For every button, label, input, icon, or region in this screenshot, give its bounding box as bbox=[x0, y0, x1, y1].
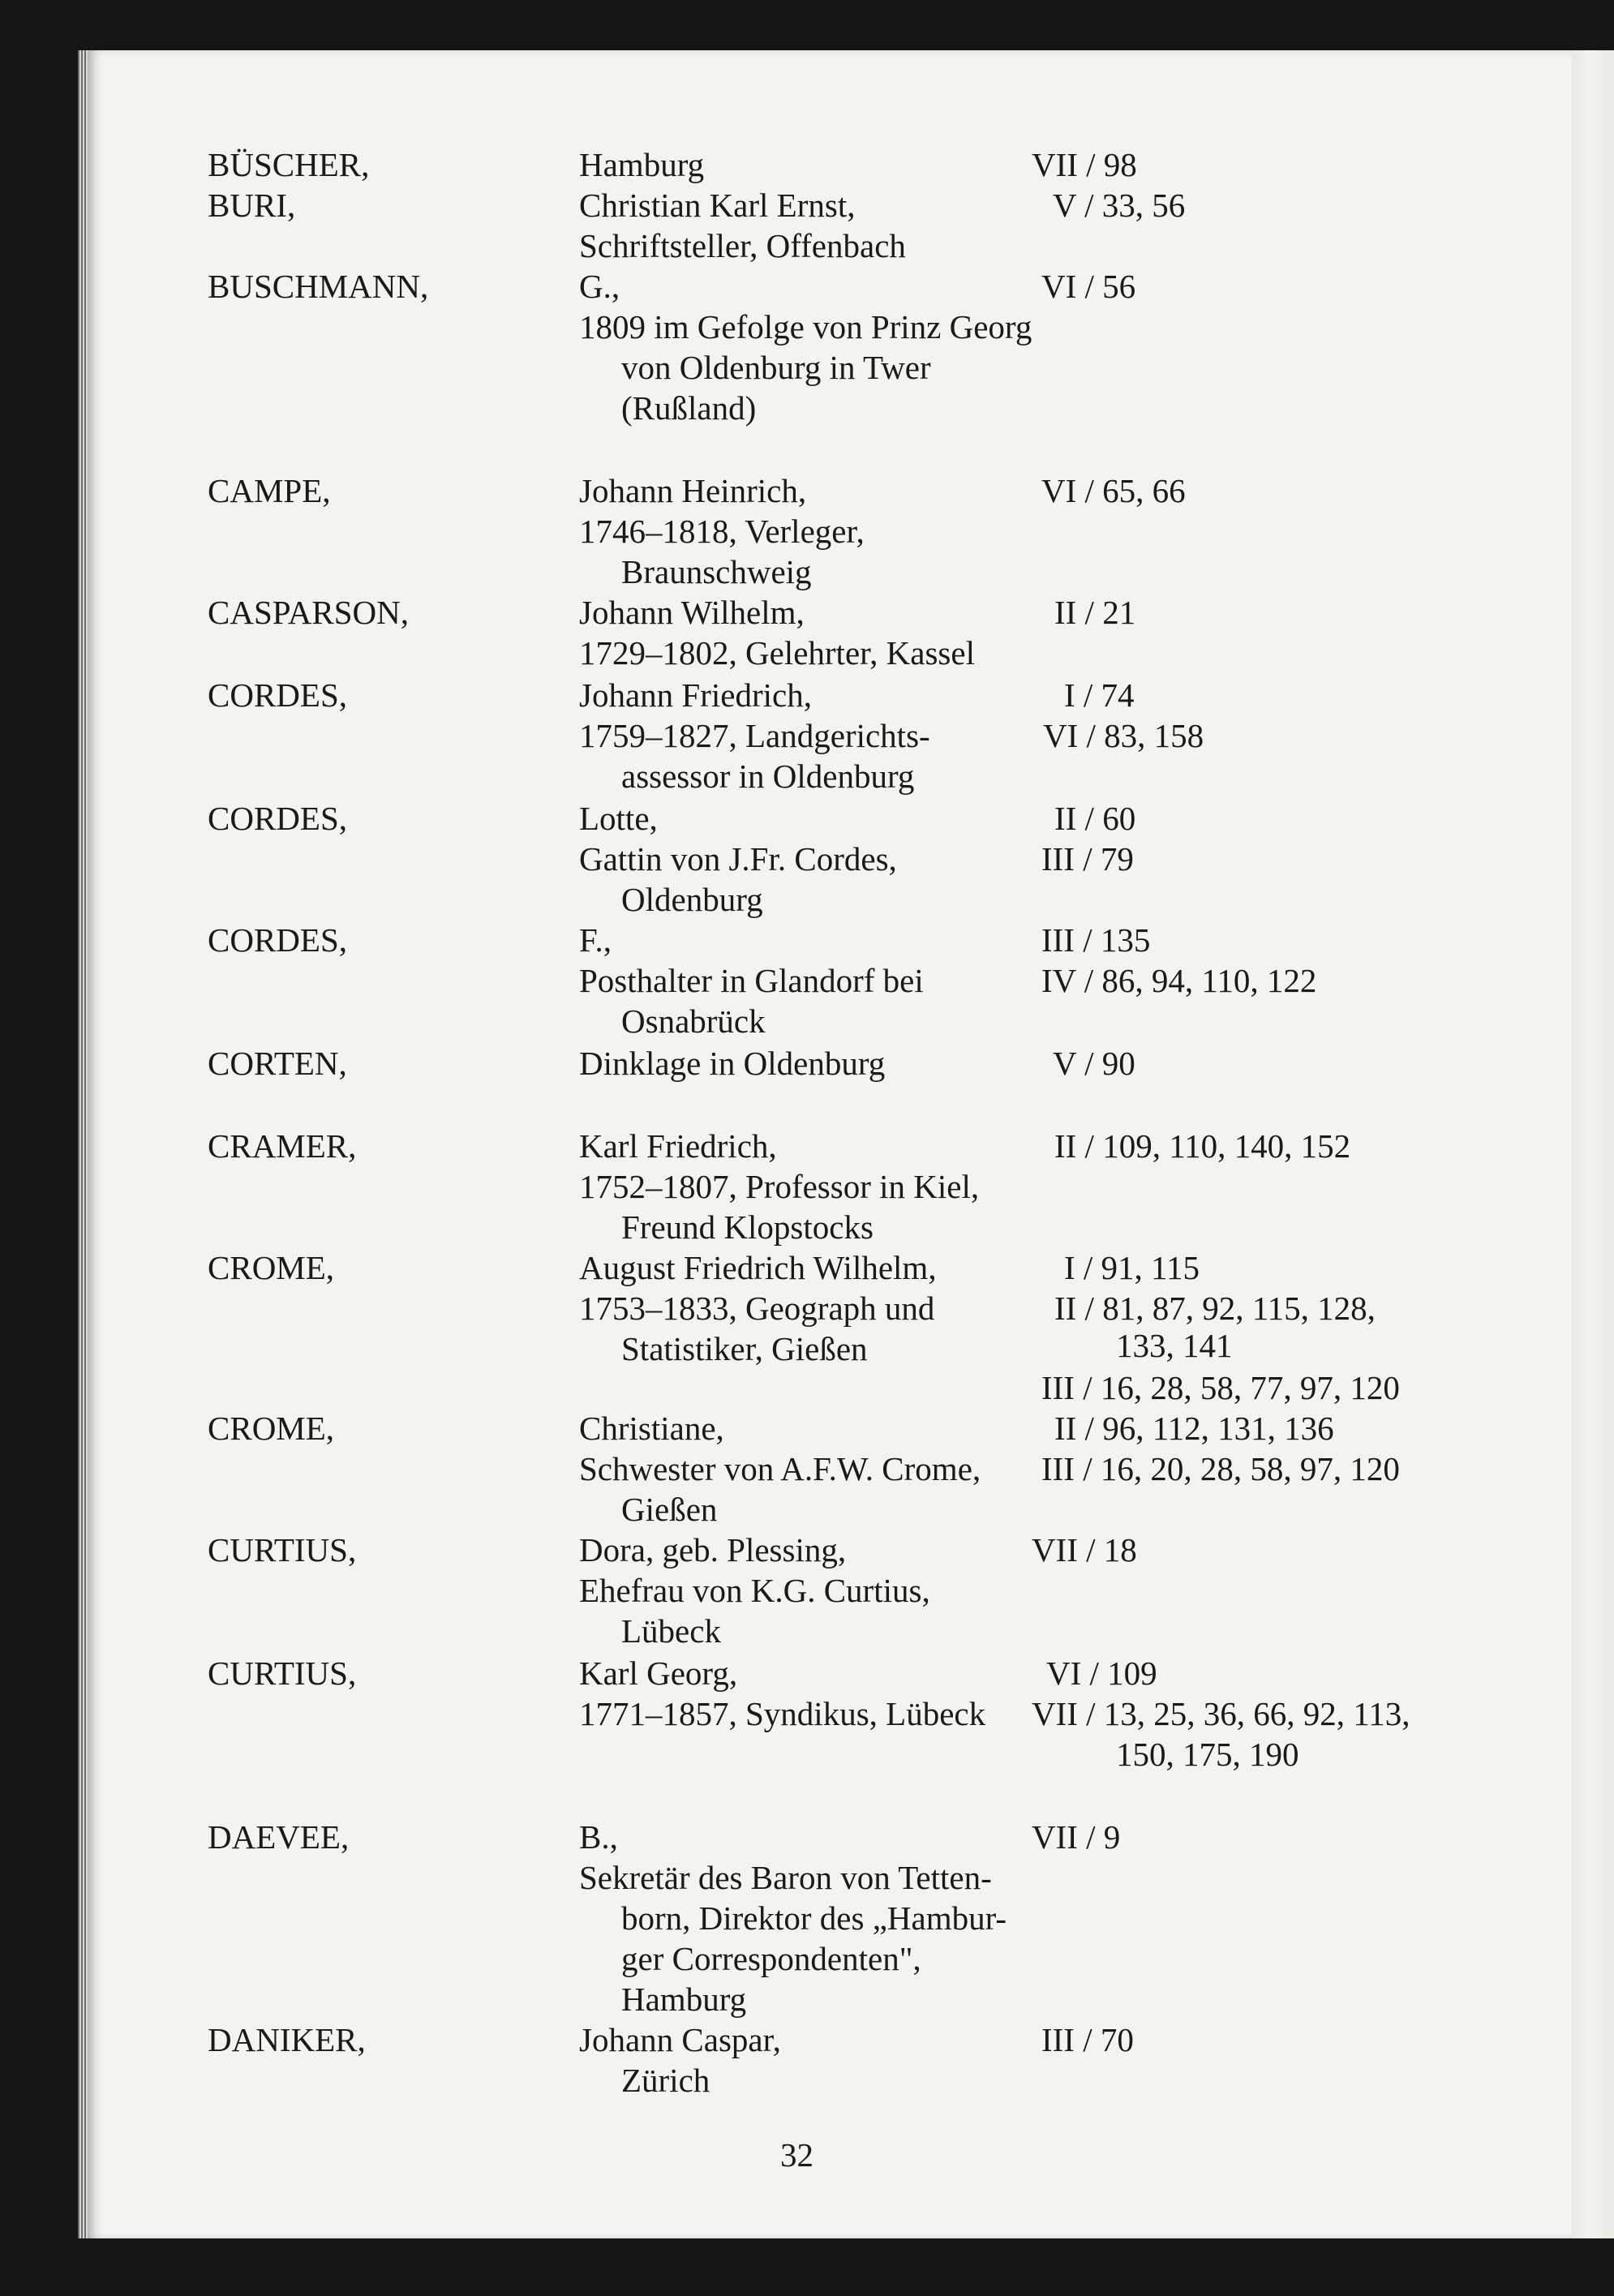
entry-name: CORDES, bbox=[208, 676, 348, 714]
entry-desc-line: Christiane, bbox=[579, 1410, 724, 1447]
entry-reference: VI / 56 bbox=[1041, 268, 1136, 305]
entry-reference: IV / 86, 94, 110, 122 bbox=[1041, 962, 1317, 999]
entry-desc-line: Ehefrau von K.G. Curtius, bbox=[579, 1572, 930, 1609]
entry-desc-line: Braunschweig bbox=[621, 553, 812, 590]
entry-name: CAMPE, bbox=[208, 472, 331, 509]
entry-reference: II / 81, 87, 92, 115, 128, bbox=[1054, 1290, 1376, 1327]
entry-desc-line: G., bbox=[579, 268, 620, 305]
entry-reference: 133, 141 bbox=[1116, 1327, 1233, 1364]
entry-desc-line: 1729–1802, Gelehrter, Kassel bbox=[579, 634, 975, 672]
entry-name: CORTEN, bbox=[208, 1045, 347, 1082]
page-edge bbox=[1572, 50, 1614, 2238]
entry-desc-line: 1746–1818, Verleger, bbox=[579, 513, 865, 550]
entry-desc-line: Schriftsteller, Offenbach bbox=[579, 227, 906, 264]
page-number: 32 bbox=[780, 2136, 813, 2174]
entry-desc-line: Hamburg bbox=[621, 1981, 747, 2018]
entry-desc-line: 1809 im Gefolge von Prinz Georg bbox=[579, 308, 1032, 345]
entry-desc-line: Karl Friedrich, bbox=[579, 1127, 777, 1165]
entry-desc-line: 1759–1827, Landgerichts- bbox=[579, 717, 930, 754]
entry-name: DANIKER, bbox=[208, 2021, 366, 2058]
entry-reference: VII / 18 bbox=[1032, 1531, 1137, 1569]
entry-desc-line: Johann Friedrich, bbox=[579, 676, 812, 714]
entry-desc-line: Gießen bbox=[621, 1491, 718, 1528]
entry-desc-line: Posthalter in Glandorf bei bbox=[579, 962, 924, 999]
entry-desc-line: Gattin von J.Fr. Cordes, bbox=[579, 840, 897, 878]
entry-desc-line: Schwester von A.F.W. Crome, bbox=[579, 1450, 981, 1487]
entry-reference: VII / 98 bbox=[1032, 146, 1137, 183]
entry-desc-line: 1771–1857, Syndikus, Lübeck bbox=[579, 1695, 986, 1732]
entry-desc-line: von Oldenburg in Twer bbox=[621, 349, 931, 386]
entry-reference: VII / 13, 25, 36, 66, 92, 113, bbox=[1032, 1695, 1410, 1732]
entry-reference: III / 70 bbox=[1041, 2021, 1134, 2058]
entry-reference: I / 91, 115 bbox=[1064, 1249, 1200, 1286]
entry-reference: II / 109, 110, 140, 152 bbox=[1054, 1127, 1351, 1165]
entry-desc-line: (Rußland) bbox=[621, 389, 757, 427]
entry-desc-line: Oldenburg bbox=[621, 881, 763, 918]
entry-desc-line: Freund Klopstocks bbox=[621, 1208, 874, 1246]
entry-desc-line: B., bbox=[579, 1818, 618, 1856]
entry-name: CORDES, bbox=[208, 800, 348, 837]
entry-desc-line: Statistiker, Gießen bbox=[621, 1330, 868, 1367]
entry-name: CROME, bbox=[208, 1410, 335, 1447]
entry-name: DAEVEE, bbox=[208, 1818, 350, 1856]
entry-name: CRAMER, bbox=[208, 1127, 357, 1165]
entry-desc-line: assessor in Oldenburg bbox=[621, 757, 915, 795]
entry-desc-line: Lübeck bbox=[621, 1612, 721, 1650]
entry-desc-line: Sekretär des Baron von Tetten- bbox=[579, 1859, 992, 1896]
entry-desc-line: Zürich bbox=[621, 2062, 710, 2099]
entry-name: BURI, bbox=[208, 187, 296, 224]
entry-reference: VI / 65, 66 bbox=[1041, 472, 1186, 509]
entry-desc-line: Christian Karl Ernst, bbox=[579, 187, 856, 224]
entry-desc-line: 1753–1833, Geograph und bbox=[579, 1290, 935, 1327]
entry-reference: III / 135 bbox=[1041, 921, 1151, 959]
entry-desc-line: Johann Heinrich, bbox=[579, 472, 807, 509]
entry-desc-line: ger Correspondenten", bbox=[621, 1940, 921, 1977]
entry-name: CROME, bbox=[208, 1249, 335, 1286]
entry-reference: VI / 109 bbox=[1046, 1654, 1157, 1692]
entry-desc-line: born, Direktor des „Hambur- bbox=[621, 1899, 1007, 1937]
entry-desc-line: Dora, geb. Plessing, bbox=[579, 1531, 847, 1569]
entry-desc-line: Dinklage in Oldenburg bbox=[579, 1045, 886, 1082]
entry-name: CORDES, bbox=[208, 921, 348, 959]
entry-reference: I / 74 bbox=[1064, 676, 1135, 714]
entry-name: BUSCHMANN, bbox=[208, 268, 429, 305]
entry-reference: 150, 175, 190 bbox=[1116, 1736, 1299, 1773]
entry-reference: VII / 9 bbox=[1032, 1818, 1121, 1856]
entry-reference: V / 33, 56 bbox=[1053, 187, 1186, 224]
entry-desc-line: 1752–1807, Professor in Kiel, bbox=[579, 1168, 980, 1205]
entry-reference: II / 96, 112, 131, 136 bbox=[1054, 1410, 1334, 1447]
entry-reference: VI / 83, 158 bbox=[1043, 717, 1204, 754]
entry-desc-line: Osnabrück bbox=[621, 1002, 766, 1040]
entry-desc-line: Lotte, bbox=[579, 800, 658, 837]
entry-name: CURTIUS, bbox=[208, 1531, 357, 1569]
entry-reference: V / 90 bbox=[1053, 1045, 1135, 1082]
entry-name: CURTIUS, bbox=[208, 1654, 357, 1692]
entry-name: CASPARSON, bbox=[208, 594, 410, 631]
entry-desc-line: Hamburg bbox=[579, 146, 705, 183]
entry-reference: III / 16, 28, 58, 77, 97, 120 bbox=[1041, 1369, 1400, 1406]
entry-desc-line: Johann Wilhelm, bbox=[579, 594, 805, 631]
entry-reference: II / 60 bbox=[1054, 800, 1136, 837]
entry-desc-line: August Friedrich Wilhelm, bbox=[579, 1249, 937, 1286]
entry-reference: III / 79 bbox=[1041, 840, 1134, 878]
entry-reference: II / 21 bbox=[1054, 594, 1136, 631]
entry-desc-line: F., bbox=[579, 921, 612, 959]
entry-reference: III / 16, 20, 28, 58, 97, 120 bbox=[1041, 1450, 1400, 1487]
entry-desc-line: Johann Caspar, bbox=[579, 2021, 781, 2058]
entry-desc-line: Karl Georg, bbox=[579, 1654, 738, 1692]
entry-name: BÜSCHER, bbox=[208, 146, 370, 183]
